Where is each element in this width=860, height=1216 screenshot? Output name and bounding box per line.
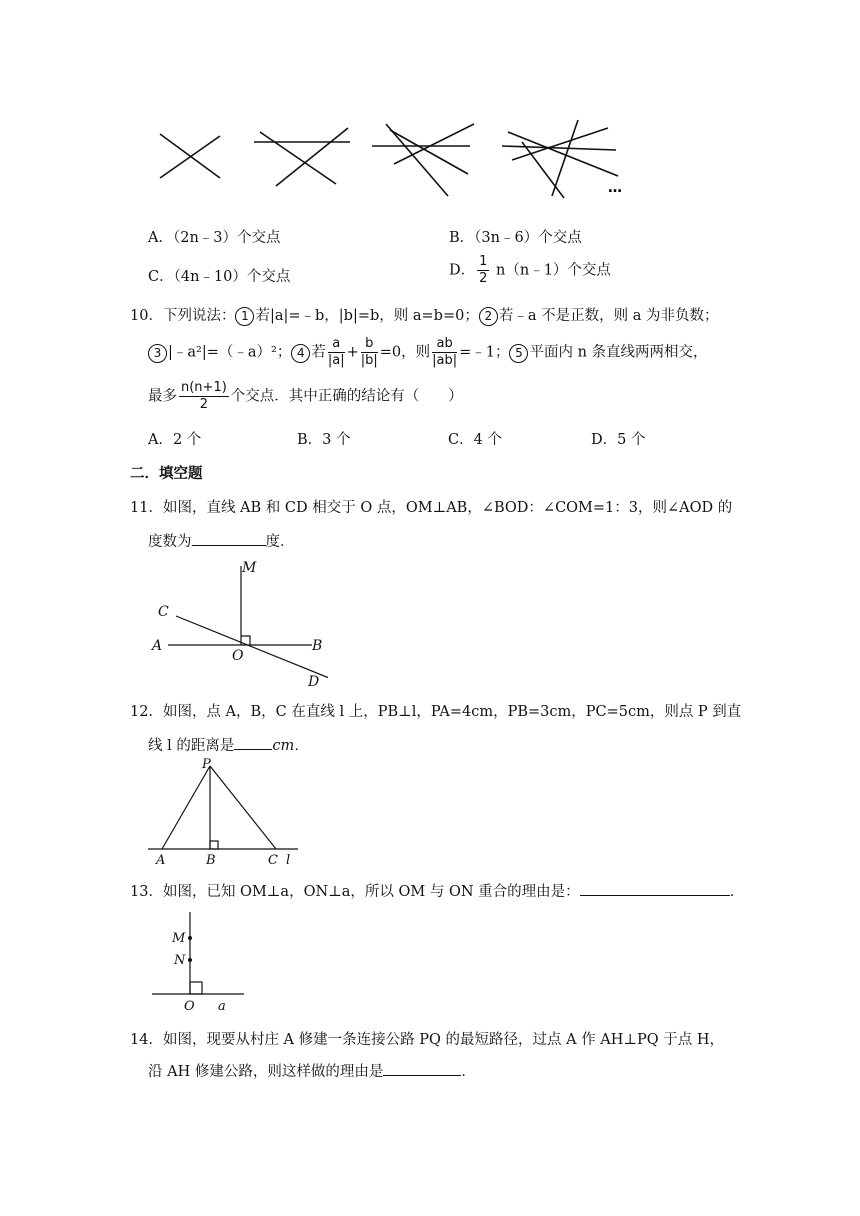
fraction — [179, 380, 229, 413]
q12-line2 — [148, 734, 309, 755]
q10-text: =0，则 — [379, 344, 431, 361]
q10-text: 若 — [311, 344, 326, 361]
circled-number: 2 — [479, 307, 498, 326]
fraction — [328, 336, 345, 369]
q10-line2 — [148, 336, 708, 369]
label-c: C — [268, 853, 278, 868]
q9-option-c — [148, 265, 290, 286]
option-text: （2n﹣3）个交点 — [172, 230, 281, 246]
answer-blank[interactable] — [580, 881, 730, 896]
q10-option-b: B．3 个 — [297, 432, 351, 448]
q10-option-a: A．2 个 — [148, 432, 202, 448]
q11-text: 度数为 — [148, 534, 192, 550]
q10-text: 平面内 n 条直线两两相交， — [529, 344, 708, 361]
q10-line3 — [148, 380, 463, 413]
label-m: M — [172, 931, 186, 946]
answer-blank[interactable] — [234, 735, 272, 750]
q12-line1: 12．如图，点 A，B，C 在直线 l 上，PB⊥l，PA=4cm，PB=3cm，PC=5cm，则点 P 到直 — [130, 704, 742, 720]
frac-num: ab — [432, 336, 457, 353]
q11-line2 — [148, 530, 295, 551]
circled-number: 1 — [235, 307, 254, 326]
label-n: N — [174, 953, 186, 968]
option-text: n（n﹣1）个交点 — [491, 262, 611, 279]
label-a: a — [218, 999, 226, 1014]
label-b: B — [206, 853, 216, 868]
q14-text: ． — [461, 1064, 476, 1080]
circled-number: 3 — [148, 344, 167, 363]
q10-text: 最多 — [148, 388, 177, 405]
frac-num: b — [361, 336, 378, 353]
option-text: （3n﹣6）个交点 — [474, 230, 582, 246]
q14-text: 沿 AH 修建公路，则这样做的理由是 — [148, 1064, 384, 1080]
label-o: O — [184, 999, 195, 1014]
label-l: l — [286, 853, 291, 868]
q11-line1: 11．如图，直线 AB 和 CD 相交于 O 点，OM⊥AB，∠BOD：∠COM=1：3，则∠AOD 的 — [130, 500, 733, 516]
q11-figure — [148, 556, 328, 688]
q13-text: 13．如图，已知 OM⊥a，ON⊥a，所以 OM 与 ON 重合的理由是： — [130, 884, 580, 900]
frac-num: n(n+1) — [181, 380, 227, 395]
q9-option-d — [449, 254, 611, 287]
q14-line2 — [148, 1060, 476, 1081]
label-m: M — [242, 560, 257, 576]
option-label: B． — [449, 230, 475, 246]
option-label: C． — [148, 269, 174, 285]
q10-option-c: C．4 个 — [448, 432, 502, 448]
q13-text: ． — [729, 884, 745, 900]
label-c: C — [158, 604, 169, 620]
fraction-half — [477, 254, 489, 287]
q12-figure — [148, 756, 298, 868]
frac-den: 2 — [199, 397, 209, 412]
circled-number: 5 — [509, 344, 528, 363]
answer-blank[interactable] — [383, 1061, 461, 1076]
frac-num: 1 — [479, 254, 488, 269]
label-a: A — [156, 853, 166, 868]
q10-line1 — [130, 304, 718, 326]
label-o: O — [232, 648, 244, 664]
option-label: D． — [449, 262, 476, 279]
plus-sign: + — [346, 344, 359, 361]
q11-text: 度． — [265, 534, 295, 550]
q10-text: 10．下列说法： — [130, 308, 236, 324]
circled-number: 4 — [291, 344, 310, 363]
q10-text: 若|a|=﹣b，|b|=b，则 a=b=0； — [255, 308, 479, 324]
option-label: A． — [148, 230, 173, 246]
label-a: A — [152, 638, 163, 654]
frac-num: a — [328, 336, 345, 353]
fraction — [361, 336, 378, 369]
option-text: （4n﹣10）个交点 — [173, 269, 291, 285]
q10-option-d: D．5 个 — [591, 432, 646, 448]
q9-fig-ellipsis: … — [608, 180, 622, 196]
q10-text: 个交点．其中正确的结论有（ ） — [230, 388, 463, 405]
q9-option-a — [148, 226, 281, 247]
q12-text: 线 l 的距离是 — [148, 738, 235, 754]
q14-line1: 14．如图，现要从村庄 A 修建一条连接公路 PQ 的最短路径，过点 A 作 AH⊥PQ 于点 H， — [130, 1032, 725, 1048]
q13-line1 — [130, 880, 744, 901]
q10-text: =﹣1； — [459, 344, 510, 361]
q9-option-b — [449, 226, 582, 247]
q13-figure — [148, 906, 248, 1014]
label-b: B — [312, 638, 323, 654]
frac-den: |ab| — [432, 353, 458, 368]
label-d: D — [308, 674, 320, 688]
q12-text: cm． — [272, 738, 309, 754]
frac-den: |b| — [360, 353, 378, 368]
q9-figure — [148, 112, 640, 210]
frac-den: 2 — [479, 271, 488, 286]
fraction — [432, 336, 457, 369]
q10-text: |﹣a²|=（﹣a）²； — [168, 344, 292, 361]
answer-blank[interactable] — [192, 531, 266, 546]
frac-den: |a| — [327, 353, 345, 368]
q10-text: 若﹣a 不是正数，则 a 为非负数； — [498, 308, 719, 324]
label-p: P — [202, 757, 211, 772]
section-heading: 二．填空题 — [130, 466, 203, 482]
